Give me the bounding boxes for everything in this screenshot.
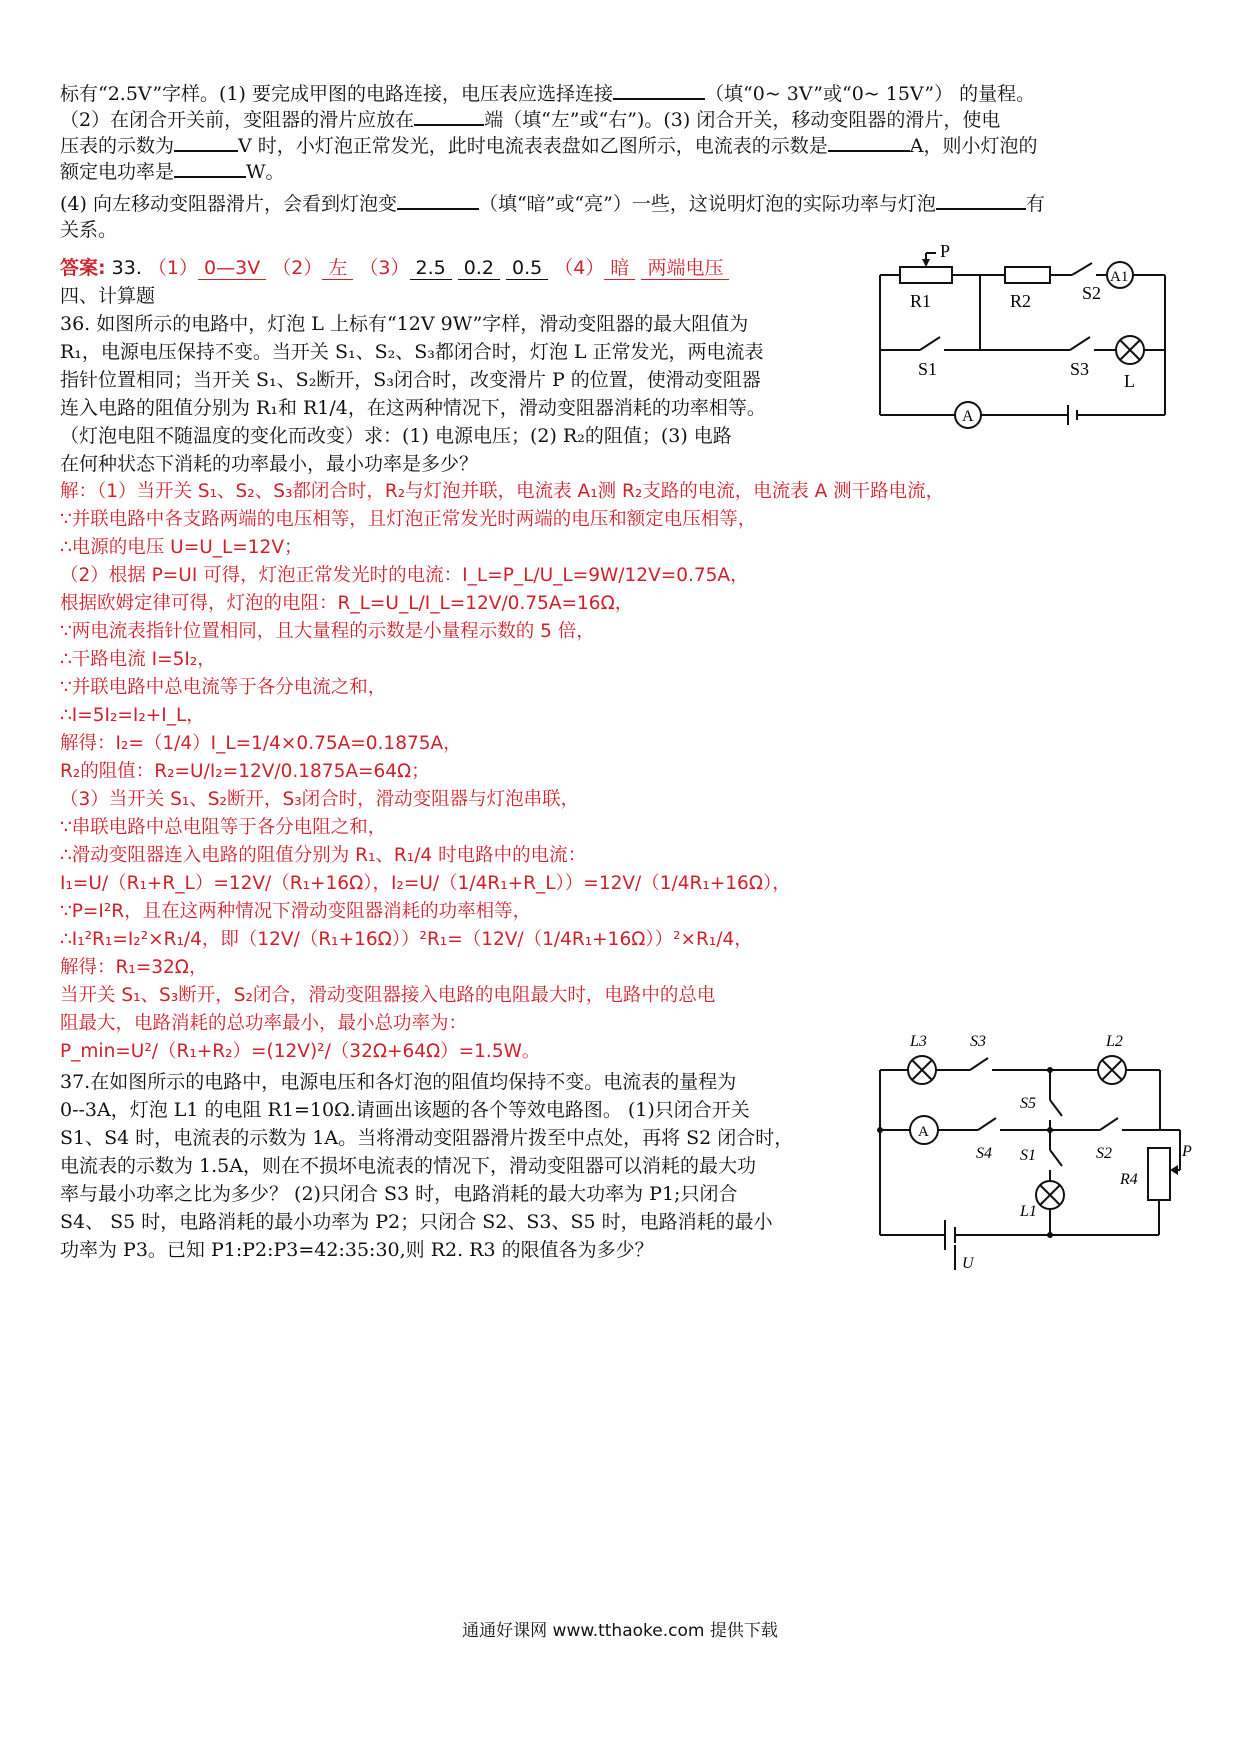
q36-line: （灯泡电阻不随温度的变化而改变）求：(1) 电源电压；(2) R₂的阻值；(3) 电路 — [60, 425, 732, 447]
answer-blank — [397, 190, 479, 210]
q36-line: 指针位置相同；当开关 S₁、S₂断开，S₃闭合时，改变滑片 P 的位置，使滑动变阻器 — [60, 369, 761, 391]
text: 有 — [1025, 193, 1045, 215]
answer-label: 答案: — [60, 257, 106, 279]
answer-blank — [414, 106, 484, 126]
q33-line-1 — [60, 80, 1035, 108]
label-S3: S3 — [970, 1033, 986, 1050]
answer-value: 两端电压 — [641, 257, 729, 280]
solution-line: （3）当开关 S₁、S₂断开，S₃闭合时，滑动变阻器与灯泡串联， — [60, 789, 580, 810]
label-A1: A1 — [1110, 269, 1129, 285]
answer-blank — [936, 190, 1026, 210]
label-R4: R4 — [1120, 1171, 1138, 1188]
q37-line: S4、 S5 时，电路消耗的最小功率为 P2；只闭合 S2、S3、S5 时，电路消耗的最小 — [60, 1211, 773, 1233]
solution-line: 阻最大，电路消耗的总功率最小，最小总功率为： — [60, 1013, 468, 1034]
q33-line-6 — [60, 216, 117, 244]
text: 压表的示数为 — [60, 135, 175, 157]
text: （4） — [554, 257, 605, 279]
answer-value: 2.5 — [410, 257, 452, 280]
label-P: P — [1182, 1143, 1192, 1160]
circuit-diagram-37 — [870, 1020, 1210, 1280]
label-R2: R2 — [1010, 291, 1032, 311]
solution-line: ∵并联电路中各支路两端的电压相等，且灯泡正常发光时两端的电压和额定电压相等， — [60, 509, 757, 530]
q37-line: 37.在如图所示的电路中，电源电压和各灯泡的阻值均保持不变。电流表的量程为 — [60, 1071, 737, 1093]
label-L: L — [1124, 371, 1135, 391]
solution-line: 解得：R₁=32Ω， — [60, 957, 208, 978]
answer-number: 33. — [111, 257, 142, 279]
label-P: P — [940, 245, 951, 261]
answer-value: 暗 — [604, 257, 635, 280]
solution-line: I₁=U/（R₁+R_L）=12V/（R₁+16Ω），I₂=U/（1/4R₁+R_L））=12V/（1/4R₁+16Ω）， — [60, 873, 791, 894]
q36-line: 在何种状态下消耗的功率最小，最小功率是多少？ — [60, 453, 479, 475]
solution-line: 根据欧姆定律可得，灯泡的电阻：R_L=U_L/I_L=12V/0.75A=16Ω， — [60, 593, 634, 614]
label-S2: S2 — [1096, 1145, 1112, 1162]
solution-line: ∵P=I²R，且在这两种情况下滑动变阻器消耗的功率相等， — [60, 901, 532, 922]
q37-line: 率与最小功率之比为多少？ (2)只闭合 S3 时，电路消耗的最大功率为 P1;只闭合 — [60, 1183, 738, 1205]
q37-line: 功率为 P3。已知 P1:P2:P3=42:35:30,则 R2. R3 的限值各为多少？ — [60, 1239, 654, 1261]
text: （1） — [147, 257, 199, 279]
circuit-diagram-36 — [870, 245, 1180, 435]
solution-line: P_min=U²/（R₁+R₂）=(12V)²/（32Ω+64Ω）=1.5W。 — [60, 1041, 541, 1062]
label-S4: S4 — [976, 1145, 992, 1162]
solution-line: R₂的阻值：R₂=U/I₂=12V/0.1875A=64Ω； — [60, 761, 430, 782]
label-A: A — [918, 1124, 929, 1140]
answer-value: 0.2 — [458, 257, 500, 280]
text: （2）在闭合开关前，变阻器的滑片应放在 — [60, 109, 415, 131]
footer: 通通好课网 www.tthaoke.com 提供下载 — [462, 1621, 778, 1641]
answer-blank — [174, 132, 238, 152]
text: （3） — [359, 257, 410, 279]
q37-line: 电流表的示数为 1.5A，则在不损坏电流表的情况下，滑动变阻器可以消耗的最大功 — [60, 1155, 756, 1177]
answer-value: 左 — [322, 257, 353, 280]
label-L3: L3 — [910, 1033, 927, 1050]
label-A: A — [962, 408, 974, 425]
label-R1: R1 — [910, 291, 932, 311]
q36-line: 36. 如图所示的电路中，灯泡 L 上标有“12V 9W”字样，滑动变阻器的最大阻值为 — [60, 313, 749, 335]
text: A，则小灯泡的 — [909, 135, 1038, 157]
label-L2: L2 — [1106, 1033, 1123, 1050]
solution-line: （2）根据 P=UI 可得，灯泡正常发光时的电流：I_L=P_L/U_L=9W/12V=0.75A， — [60, 565, 749, 586]
text: 端（填“左”或“右”)。(3) 闭合开关，移动变阻器的滑片，使电 — [484, 109, 1001, 131]
answer-value: 0.5 — [506, 257, 548, 280]
answer-blank — [828, 132, 910, 152]
label-S1: S1 — [1020, 1147, 1036, 1164]
label-S3: S3 — [1070, 359, 1090, 379]
solution-line: ∴I₁²R₁=I₂²×R₁/4，即（12V/（R₁+16Ω））²R₁=（12V/（1/4R₁+16Ω））²×R₁/4， — [60, 929, 753, 950]
text: 标有“2.5V”字样。(1) 要完成甲图的电路连接，电压表应选择连接 — [60, 83, 614, 105]
q37-line: 0--3A，灯泡 L1 的电阻 R1=10Ω.请画出该题的各个等效电路图。 (1)只闭合开关 — [60, 1099, 750, 1121]
answer-blank — [174, 158, 246, 178]
solution-line: ∴I=5I₂=I₂+I_L， — [60, 705, 205, 726]
answer-value: 0—3V — [198, 257, 266, 280]
q37-line: S1、S4 时，电流表的示数为 1A。当将滑动变阻器滑片拨至中点处，再将 S2 闭合时， — [60, 1127, 794, 1149]
solution-line: ∵串联电路中总电阻等于各分电阻之和， — [60, 817, 387, 838]
text: 额定电功率是 — [60, 161, 175, 183]
label-L1: L1 — [1020, 1203, 1037, 1220]
text: （填“暗”或“亮”）一些，这说明灯泡的实际功率与灯泡 — [478, 193, 936, 215]
solution-line: ∵并联电路中总电流等于各分电流之和， — [60, 677, 387, 698]
solution-line: ∴滑动变阻器连入电路的阻值分别为 R₁、R₁/4 时电路中的电流： — [60, 845, 587, 866]
text: W。 — [246, 161, 285, 183]
text: 关系。 — [60, 219, 118, 241]
label-S1: S1 — [918, 359, 938, 379]
solution-line: 解得：I₂=（1/4）I_L=1/4×0.75A=0.1875A， — [60, 733, 462, 754]
solution-line: 解：（1）当开关 S₁、S₂、S₃都闭合时，R₂与灯泡并联，电流表 A₁测 R₂支路的电流，电流表 A 测干路电流， — [60, 481, 945, 502]
q33-line-5 — [60, 190, 1045, 218]
label-U: U — [962, 1255, 974, 1272]
text: （填“0~ 3V”或“0~ 15V”） 的量程。 — [705, 83, 1036, 105]
text: （2） — [272, 257, 323, 279]
q33-line-4 — [60, 158, 285, 186]
solution-line: 当开关 S₁、S₃断开，S₂闭合，滑动变阻器接入电路的电阻最大时，电路中的总电 — [60, 985, 716, 1006]
q36-line: R₁，电源电压保持不变。当开关 S₁、S₂、S₃都闭合时，灯泡 L 正常发光，两电流表 — [60, 341, 764, 363]
answer-blank — [613, 80, 705, 100]
label-S2: S2 — [1082, 283, 1102, 303]
section-title: 四、计算题 — [60, 285, 156, 307]
solution-line: ∴干路电流 I=5I₂， — [60, 649, 216, 670]
q33-line-3 — [60, 132, 1038, 160]
answer-33 — [60, 254, 729, 282]
text: (4) 向左移动变阻器滑片，会看到灯泡变 — [60, 193, 397, 215]
label-S5: S5 — [1020, 1095, 1036, 1112]
q33-line-2 — [60, 106, 1000, 134]
q36-line: 连入电路的阻值分别为 R₁和 R1/4，在这两种情况下，滑动变阻器消耗的功率相等。 — [60, 397, 766, 419]
text: V 时，小灯泡正常发光，此时电流表表盘如乙图所示，电流表的示数是 — [238, 135, 828, 157]
solution-line: ∵两电流表指针位置相同，且大量程的示数是小量程示数的 5 倍， — [60, 621, 595, 642]
solution-line: ∴电源的电压 U=U_L=12V； — [60, 537, 303, 558]
